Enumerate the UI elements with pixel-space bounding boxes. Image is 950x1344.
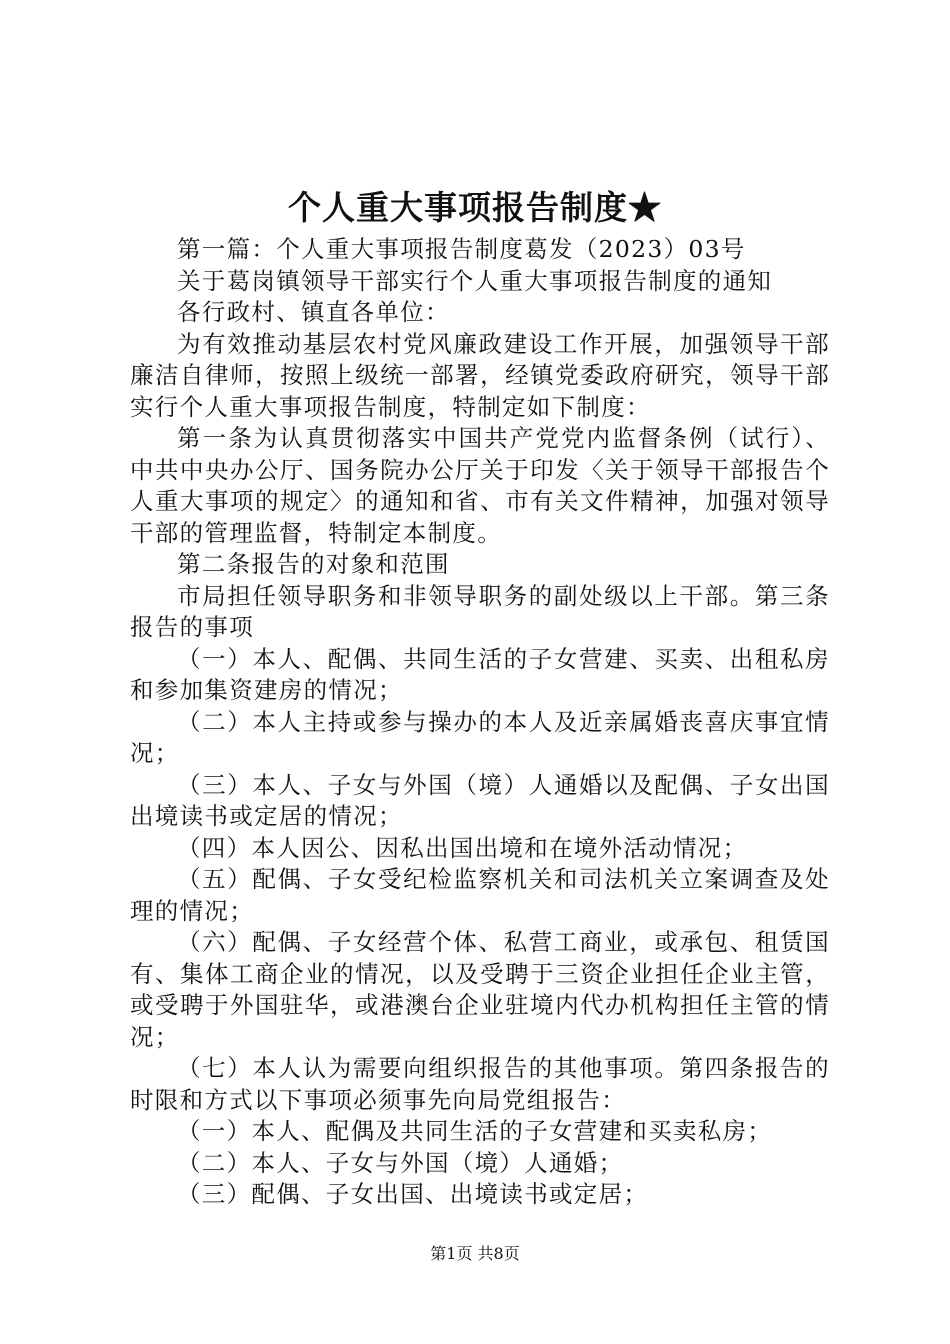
paragraph: 关于葛岗镇领导干部实行个人重大事项报告制度的通知 [177,266,773,295]
paragraph: （三）本人、子女与外国（境）人通婚以及配偶、子女出国出境读书或定居的情况； [130,770,830,830]
paragraph: 第一篇：个人重大事项报告制度葛发（2023）03号 [177,235,746,263]
paragraph: 各行政村、镇直各单位： [177,298,450,326]
paragraph: 市局担任领导职务和非领导职务的副处级以上干部。第三条报告的事项 [130,581,830,641]
paragraph: 为有效推动基层农村党风廉政建设工作开展，加强领导干部廉洁自律师，按照上级统一部署，经镇党委政府研究，领导干部实行个人重大事项报告制度，特制定如下制度： [130,329,830,421]
page-footer: 第1页 共8页 [430,1244,520,1263]
paragraph: （一）本人、配偶、共同生活的子女营建、买卖、出租私房和参加集资建房的情况； [130,644,830,704]
paragraph: （四）本人因公、因私出国出境和在境外活动情况； [177,833,748,862]
paragraph: （二）本人主持或参与操办的本人及近亲属婚丧喜庆事宜情况； [130,707,830,767]
paragraph: （七）本人认为需要向组织报告的其他事项。第四条报告的时限和方式以下事项必须事先向局党组报告： [130,1054,830,1114]
document-body [130,234,830,1211]
paragraph: （三）配偶、子女出国、出境读书或定居； [177,1180,649,1208]
paragraph: 第二条报告的对象和范围 [177,550,450,578]
paragraph: 第一条为认真贯彻落实中国共产党党内监督条例（试行）、中共中央办公厅、国务院办公厅关于印发〈关于领导干部报告个人重大事项的规定〉的通知和省、市有关文件精神，加强对领导干部的管理监督，特制定本制度。 [130,424,830,547]
paragraph: （五）配偶、子女受纪检监察机关和司法机关立案调查及处理的情况； [130,865,830,925]
paragraph: （一）本人、配偶及共同生活的子女营建和买卖私房； [177,1117,773,1145]
document-title: 个人重大事项报告制度★ [288,188,662,227]
paragraph: （六）配偶、子女经营个体、私营工商业，或承包、租赁国有、集体工商企业的情况，以及受聘于三资企业担任企业主管，或受聘于外国驻华，或港澳台企业驻境内代办机构担任主管的情况； [130,928,830,1051]
paragraph: （二）本人、子女与外国（境）人通婚； [177,1148,624,1177]
